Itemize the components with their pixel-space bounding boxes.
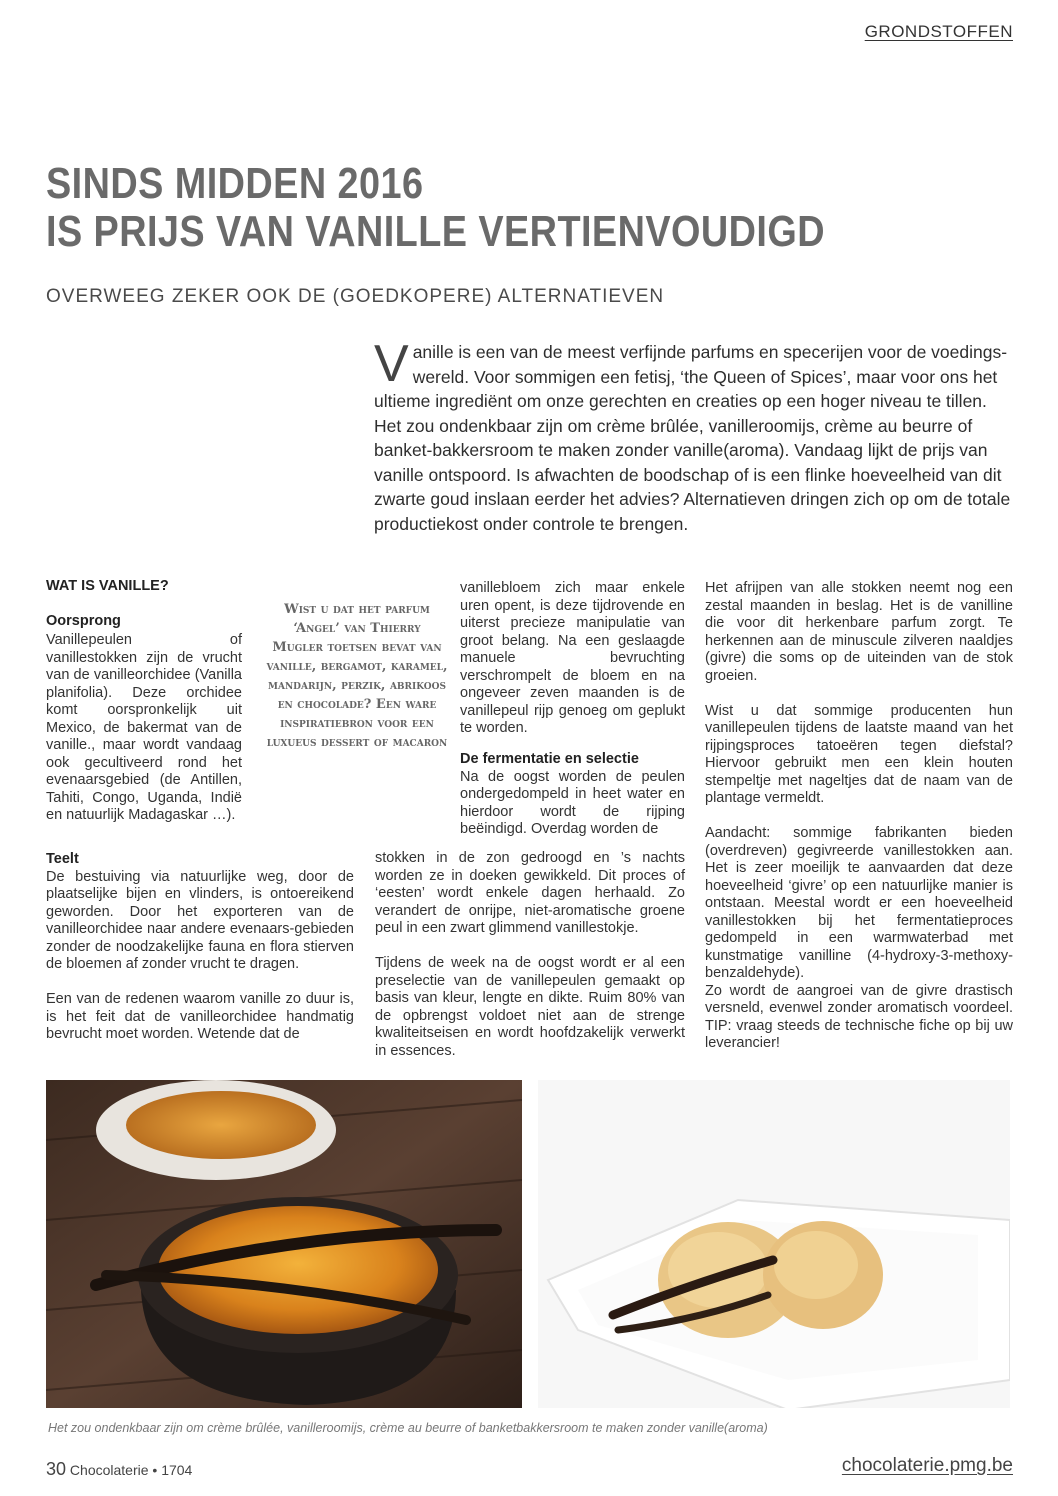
headline-line-2: IS PRIJS VAN VANILLE VERTIENVOUDIGD (46, 207, 825, 256)
paragraph-oorsprong: Vanillepeulen of vanillestokken zijn de vrucht van de vanilleorchidee (Vanilla planifolia). Deze orchidee komt oorspronkelijk uit Mexico, de bakermat van de vanille., maar wordt vandaag ook gecultiveerd rond het evenaarsgebied (de Antillen, Tahiti, Congo, Uganda, Indië en natuurlijk Madagaskar …). (46, 632, 242, 823)
column-2-top (460, 580, 685, 839)
dropcap: V (374, 335, 409, 393)
paragraph-bloem: vanillebloem zich maar enkele uren opent, is deze tijdrovende en uiterst precieze manipulatie van groot belang. Na een geslaagde manuele bevruchting verschrompelt de bloem en na ongeveer zeven maanden is de vanillepeul rijp genoeg om geplukt te worden. (460, 580, 685, 736)
footer-left (46, 1459, 192, 1480)
subheadline: OVERWEEG ZEKER OOK DE (GOEDKOPERE) ALTERNATIEVEN (46, 286, 665, 307)
paragraph-afrijpen: Het afrijpen van alle stokken neemt nog een zestal maanden in beslag. Het is de vanilline die voor dit herkenbare parfum zorgt. Te herkennen aan de minuscule zilveren naaldjes (givre) die soms op de uiteinden van de stok groeien. (705, 580, 1013, 684)
paragraph-aandacht: Aandacht: sommige fabrikanten bieden (overdreven) gegivreerde vanillestokken aan. Het is zeer moeilijk te aanvaarden dat deze hoeveelheid ‘givre’ op een natuurlijke manier is ontstaan. Meestal wordt er een hoeveelheid vanillestokken bij het fermentatieproces gedompeld in een warmwaterbad met kunstmatige vanilline (4-hydroxy-3-methoxy-benzaldehyde). (705, 825, 1013, 981)
section-tag: GRONDSTOFFEN (864, 22, 1013, 41)
paragraph-tatoeeren: Wist u dat sommige producenten hun vanillepeulen tijdens de laatste maand van het rijpingsproces tatoeëren tegen diefstal? Hiervoor gebruikt men een klein houten stempeltje met nageltjes dat de naam van de plantage vermeldt. (705, 702, 1013, 806)
magazine-issue: Chocolaterie • 1704 (69, 1462, 193, 1478)
paragraph-preselectie: Tijdens de week na de oogst wordt er al een preselectie van de vanillepeulen gemaakt op basis van kleur, lengte en dikte. Ruim 80% van de opbrengst voldoet niet aan de strenge kwaliteitseisen en wordt hoofdzakelijk verwerkt in essences. (375, 955, 685, 1059)
heading-teelt: Teelt (46, 851, 79, 867)
creme-brulee-photo (46, 1080, 522, 1408)
paragraph-reden: Een van de redenen waarom vanille zo duur is, is het feit dat de vanilleorchidee handmatig bevrucht moet worden. Wetende dat de (46, 991, 354, 1042)
creme-brulee-illustration (46, 1080, 522, 1408)
photo-caption: Het zou ondenkbaar zijn om crème brûlée, vanilleroomijs, crème au beurre of banketbakkersroom te maken zonder vanille(aroma) (48, 1421, 768, 1435)
ice-cream-illustration (538, 1080, 1010, 1408)
ice-cream-photo (538, 1080, 1010, 1408)
intro-paragraph (374, 335, 1014, 536)
column-2-bottom (375, 850, 685, 1078)
paragraph-teelt: De bestuiving via natuurlijke weg, door de plaatselijke bijen en vlinders, is ontoereikend geworden. Door het exporteren van de vanilleorchidee naar andere evenaars-gebieden zonder de noodzakelijke fauna en flora stierven de bloemen af zonder vrucht te dragen. (46, 868, 354, 972)
column-1-bottom (46, 851, 354, 1061)
column-1-narrow (46, 632, 242, 842)
intro-text: anille is een van de meest verfijnde parfums en specerijen voor de voedings-wereld. Voor sommigen een fetisj, ‘the Queen of Spices’, maar voor ons het ultieme ingrediënt om onze gerechten en creaties op een hoger niveau te tillen. Het zou ondenkbaar zijn om crème brûlée, vanilleroomijs, crème au beurre of banket-bakkersroom te maken zonder vanille(aroma). Vandaag lijkt de prijs van vanille ontspoord. Is afwachten de boodschap of is een flinke hoeveelheid van dit zwarte goud inslaan eerder het advies? Alternatieven dringen zich op om de totale productiekost onder controle te brengen. (374, 342, 1011, 534)
website-link[interactable]: chocolaterie.pmg.be (841, 1455, 1013, 1476)
paragraph-fermentatie-a: Na de oogst worden de peulen ondergedompeld in heet water en hierdoor wordt de rijping beëindigd. Overdag worden de (460, 768, 685, 837)
section-title: WAT IS VANILLE? (46, 578, 169, 594)
headline-line-1: SINDS MIDDEN 2016 (46, 159, 424, 208)
paragraph-tip: Zo wordt de aangroei van de givre drastisch versneld, evenwel zonder aromatisch voordeel. TIP: vraag steeds de technische fiche op bij uw leverancier! (705, 982, 1013, 1051)
paragraph-fermentatie-b: stokken in de zon gedroogd en ’s nachts worden ze in doeken gewikkeld. Dit proces of ‘eesten’ wordt enkele dagen herhaald. Zo verandert de onrijpe, niet-aromatische groene peul in een zwart glimmend vanillestokje. (375, 850, 685, 936)
column-3 (705, 580, 1013, 1070)
heading-oorsprong: Oorsprong (46, 612, 121, 629)
heading-fermentatie: De fermentatie en selectie (460, 751, 639, 767)
headline (46, 160, 880, 256)
pull-quote: Wist u dat het parfum ‘Angel’ van Thierry Mugler toetsen bevat van vanille, bergamot, karamel, mandarijn, perzik, abrikoos en chocolade? Een ware inspiratiebron voor een luxueus dessert of macaron (266, 602, 448, 750)
page-number: 30 (46, 1459, 67, 1479)
